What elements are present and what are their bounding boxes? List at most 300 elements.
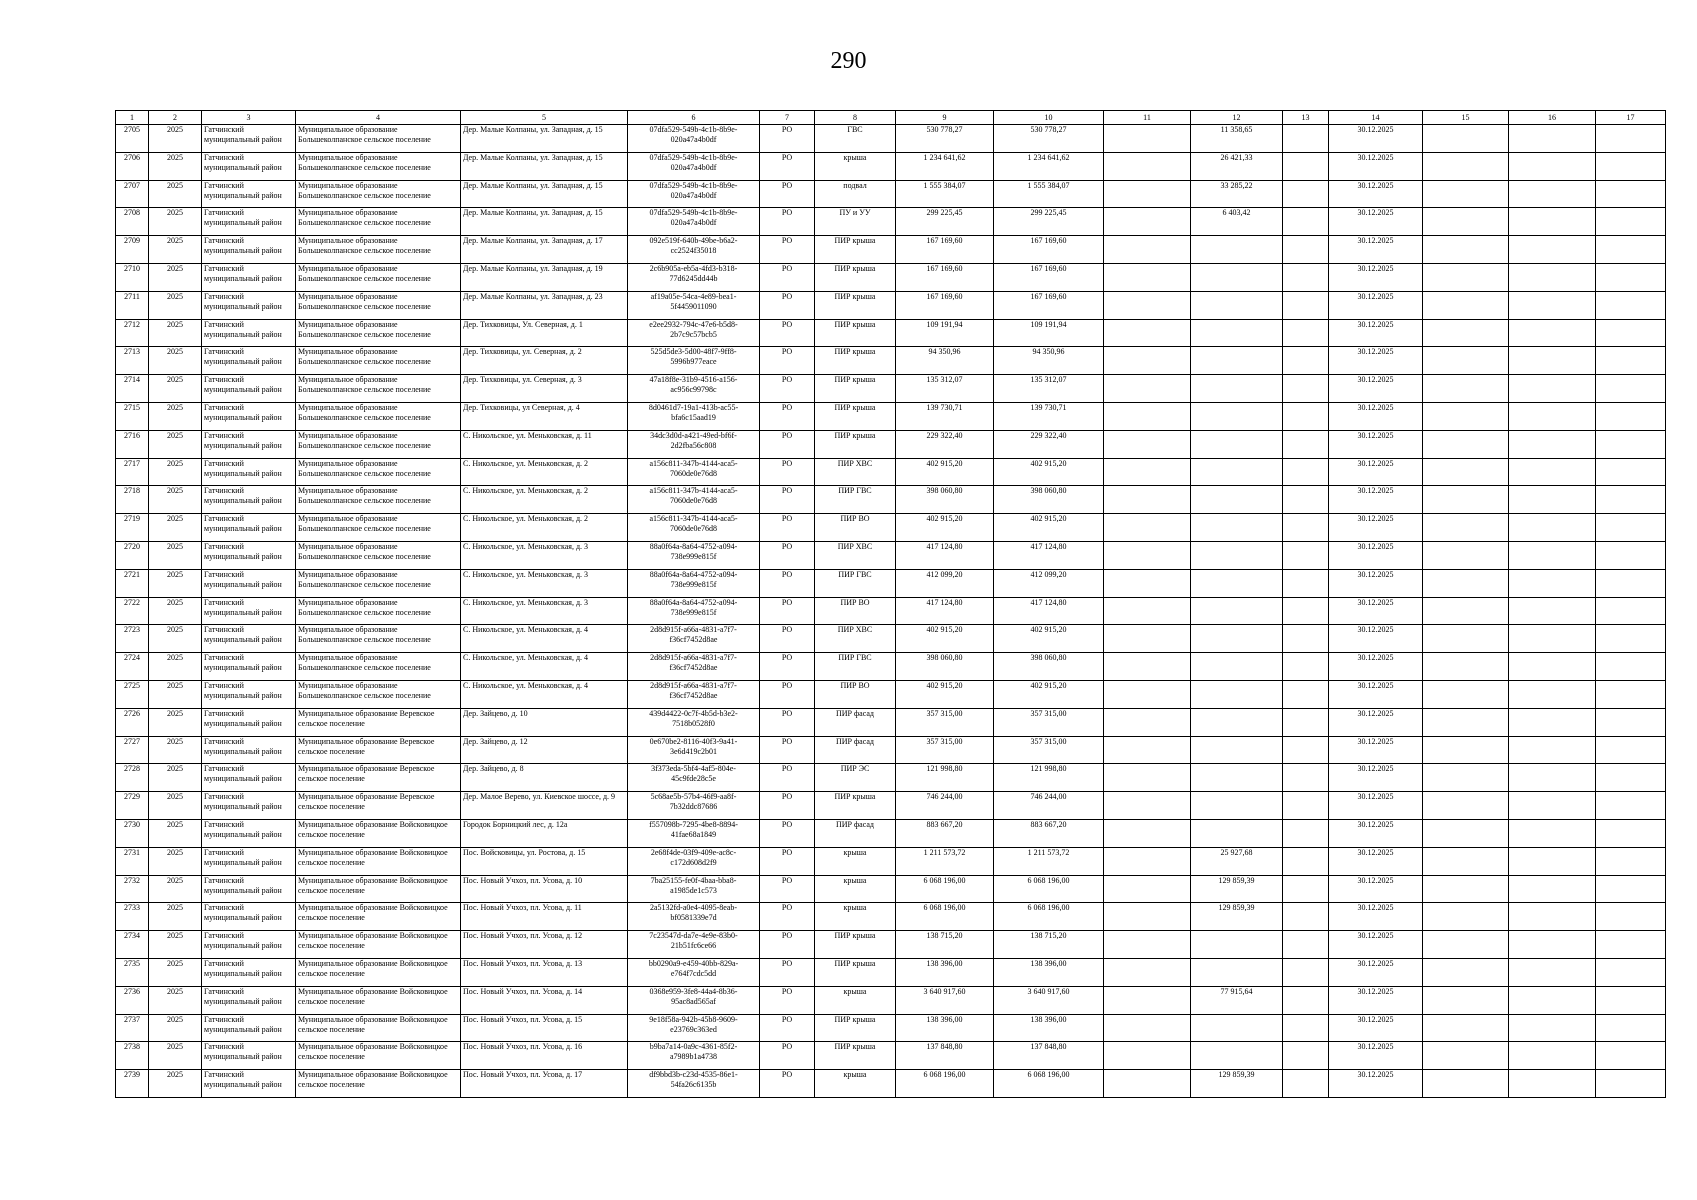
cell-cost-total: 402 915,20 [896, 514, 994, 542]
cell-address: Дер. Малые Колпаны, ул. Западная, д. 19 [461, 263, 628, 291]
cell-col-13 [1283, 903, 1329, 931]
table-row [116, 514, 1666, 542]
cell-col-12 [1191, 514, 1283, 542]
cell-completion-date: 30.12.2025 [1329, 708, 1423, 736]
cell-year: 2025 [149, 236, 202, 264]
cell-cost-total: 138 396,00 [896, 1014, 994, 1042]
cell-house-guid: 0368e959-3fe8-44a4-8b36-95ac8ad565af [628, 986, 760, 1014]
cell-address: Дер. Малые Колпаны, ул. Западная, д. 15 [461, 125, 628, 153]
cell-col-15 [1423, 708, 1509, 736]
cell-program-type: РО [760, 236, 815, 264]
cell-cost-fund: 94 350,96 [994, 347, 1104, 375]
cell-work-type: ПИР крыша [815, 263, 896, 291]
cell-program-type: РО [760, 569, 815, 597]
cell-program-type: РО [760, 792, 815, 820]
cell-year: 2025 [149, 291, 202, 319]
cell-col-17 [1596, 931, 1666, 959]
cell-col-11 [1104, 875, 1191, 903]
cell-cost-total: 109 191,94 [896, 319, 994, 347]
cell-row-number: 2727 [116, 736, 149, 764]
cell-col-16 [1509, 597, 1596, 625]
cell-address: Пос. Новый Учхоз, пл. Усова, д. 15 [461, 1014, 628, 1042]
cell-address: С. Никольское, ул. Меньковская, д. 11 [461, 430, 628, 458]
cell-cost-fund: 229 322,40 [994, 430, 1104, 458]
cell-program-type: РО [760, 680, 815, 708]
cell-work-type: ПИР фасад [815, 708, 896, 736]
cell-year: 2025 [149, 958, 202, 986]
cell-completion-date: 30.12.2025 [1329, 541, 1423, 569]
cell-municipality: Муниципальное образование Войсковицкое сельское поселение [296, 986, 461, 1014]
cell-address: Городок Борницкий лес, д. 12а [461, 819, 628, 847]
cell-col-17 [1596, 875, 1666, 903]
cell-col-12: 26 421,33 [1191, 152, 1283, 180]
cell-col-13 [1283, 486, 1329, 514]
cell-program-type: РО [760, 152, 815, 180]
cell-program-type: РО [760, 430, 815, 458]
cell-col-17 [1596, 180, 1666, 208]
cell-cost-total: 398 060,80 [896, 486, 994, 514]
cell-address: Дер. Тихковицы, ул Северная, д. 4 [461, 402, 628, 430]
table-row [116, 903, 1666, 931]
table-row [116, 653, 1666, 681]
cell-year: 2025 [149, 764, 202, 792]
cell-cost-fund: 746 244,00 [994, 792, 1104, 820]
cell-municipality: Муниципальное образование Большеколпанское сельское поселение [296, 680, 461, 708]
cell-row-number: 2723 [116, 625, 149, 653]
cell-year: 2025 [149, 375, 202, 403]
cell-cost-total: 417 124,80 [896, 541, 994, 569]
cell-district: Гатчинский муниципальный район [202, 708, 296, 736]
cell-house-guid: f557098b-7295-4be8-8894-41fae68a1849 [628, 819, 760, 847]
cell-municipality: Муниципальное образование Большеколпанское сельское поселение [296, 430, 461, 458]
column-header-4: 4 [296, 111, 461, 125]
cell-municipality: Муниципальное образование Войсковицкое сельское поселение [296, 847, 461, 875]
cell-cost-fund: 1 211 573,72 [994, 847, 1104, 875]
cell-program-type: РО [760, 708, 815, 736]
cell-work-type: ПИР фасад [815, 736, 896, 764]
cell-col-15 [1423, 736, 1509, 764]
cell-cost-total: 167 169,60 [896, 291, 994, 319]
cell-address: Пос. Новый Учхоз, пл. Усова, д. 10 [461, 875, 628, 903]
cell-house-guid: 2c6b905a-eb5a-4fd3-b318-77d6245dd44b [628, 263, 760, 291]
cell-col-13 [1283, 125, 1329, 153]
cell-program-type: РО [760, 903, 815, 931]
cell-col-16 [1509, 736, 1596, 764]
cell-col-11 [1104, 430, 1191, 458]
cell-district: Гатчинский муниципальный район [202, 597, 296, 625]
cell-col-13 [1283, 180, 1329, 208]
cell-program-type: РО [760, 375, 815, 403]
cell-work-type: крыша [815, 903, 896, 931]
cell-col-13 [1283, 986, 1329, 1014]
cell-col-13 [1283, 208, 1329, 236]
cell-program-type: РО [760, 125, 815, 153]
cell-program-type: РО [760, 486, 815, 514]
cell-row-number: 2712 [116, 319, 149, 347]
cell-district: Гатчинский муниципальный район [202, 291, 296, 319]
cell-cost-fund: 1 234 641,62 [994, 152, 1104, 180]
cell-col-17 [1596, 347, 1666, 375]
cell-completion-date: 30.12.2025 [1329, 291, 1423, 319]
cell-completion-date: 30.12.2025 [1329, 1042, 1423, 1070]
table-body [116, 125, 1666, 1098]
cell-address: Пос. Новый Учхоз, пл. Усова, д. 17 [461, 1070, 628, 1098]
table-row [116, 680, 1666, 708]
cell-col-17 [1596, 514, 1666, 542]
cell-district: Гатчинский муниципальный район [202, 875, 296, 903]
cell-col-15 [1423, 375, 1509, 403]
cell-col-17 [1596, 653, 1666, 681]
cell-cost-fund: 417 124,80 [994, 541, 1104, 569]
cell-cost-fund: 139 730,71 [994, 402, 1104, 430]
cell-work-type: крыша [815, 152, 896, 180]
cell-district: Гатчинский муниципальный район [202, 180, 296, 208]
table-row [116, 152, 1666, 180]
cell-col-12 [1191, 458, 1283, 486]
cell-program-type: РО [760, 402, 815, 430]
cell-col-11 [1104, 847, 1191, 875]
cell-year: 2025 [149, 931, 202, 959]
cell-cost-fund: 398 060,80 [994, 486, 1104, 514]
cell-col-16 [1509, 764, 1596, 792]
table-row [116, 236, 1666, 264]
cell-col-12: 129 859,39 [1191, 875, 1283, 903]
cell-work-type: ПИР крыша [815, 430, 896, 458]
cell-col-13 [1283, 819, 1329, 847]
cell-col-16 [1509, 903, 1596, 931]
cell-completion-date: 30.12.2025 [1329, 319, 1423, 347]
cell-address: Пос. Новый Учхоз, пл. Усова, д. 13 [461, 958, 628, 986]
cell-address: Пос. Новый Учхоз, пл. Усова, д. 16 [461, 1042, 628, 1070]
cell-col-13 [1283, 569, 1329, 597]
cell-completion-date: 30.12.2025 [1329, 931, 1423, 959]
cell-year: 2025 [149, 708, 202, 736]
cell-col-13 [1283, 792, 1329, 820]
cell-district: Гатчинский муниципальный район [202, 1070, 296, 1098]
cell-address: Дер. Малое Верево, ул. Киевское шоссе, д. 9 [461, 792, 628, 820]
cell-program-type: РО [760, 653, 815, 681]
cell-col-17 [1596, 597, 1666, 625]
cell-col-13 [1283, 263, 1329, 291]
cell-col-17 [1596, 291, 1666, 319]
cell-cost-fund: 167 169,60 [994, 291, 1104, 319]
cell-col-12 [1191, 792, 1283, 820]
cell-house-guid: df9bbd3b-c23d-4535-86e1-54fa26c6135b [628, 1070, 760, 1098]
cell-municipality: Муниципальное образование Большеколпанское сельское поселение [296, 458, 461, 486]
cell-completion-date: 30.12.2025 [1329, 486, 1423, 514]
column-header-17: 17 [1596, 111, 1666, 125]
cell-program-type: РО [760, 208, 815, 236]
cell-municipality: Муниципальное образование Большеколпанское сельское поселение [296, 291, 461, 319]
cell-row-number: 2739 [116, 1070, 149, 1098]
cell-work-type: ПИР ГВС [815, 569, 896, 597]
cell-work-type: ПИР крыша [815, 347, 896, 375]
cell-work-type: крыша [815, 875, 896, 903]
cell-house-guid: 88a0f64a-8a64-4752-a094-738e999e815f [628, 569, 760, 597]
cell-address: Дер. Тихковицы, Ул. Северная, д. 1 [461, 319, 628, 347]
cell-cost-total: 357 315,00 [896, 708, 994, 736]
cell-municipality: Муниципальное образование Большеколпанское сельское поселение [296, 569, 461, 597]
cell-year: 2025 [149, 597, 202, 625]
cell-col-17 [1596, 1042, 1666, 1070]
cell-work-type: ПИР ХВС [815, 458, 896, 486]
cell-col-16 [1509, 875, 1596, 903]
cell-municipality: Муниципальное образование Большеколпанское сельское поселение [296, 375, 461, 403]
cell-col-15 [1423, 263, 1509, 291]
cell-col-15 [1423, 541, 1509, 569]
cell-col-15 [1423, 653, 1509, 681]
cell-row-number: 2719 [116, 514, 149, 542]
cell-address: С. Никольское, ул. Меньковская, д. 4 [461, 653, 628, 681]
cell-address: С. Никольское, ул. Меньковская, д. 3 [461, 597, 628, 625]
cell-completion-date: 30.12.2025 [1329, 847, 1423, 875]
header-row [116, 111, 1666, 125]
cell-col-13 [1283, 764, 1329, 792]
cell-col-11 [1104, 1042, 1191, 1070]
cell-cost-fund: 357 315,00 [994, 708, 1104, 736]
cell-cost-total: 417 124,80 [896, 597, 994, 625]
cell-col-11 [1104, 541, 1191, 569]
cell-district: Гатчинский муниципальный район [202, 1042, 296, 1070]
cell-col-12 [1191, 625, 1283, 653]
cell-col-16 [1509, 402, 1596, 430]
cell-col-15 [1423, 1070, 1509, 1098]
cell-row-number: 2729 [116, 792, 149, 820]
table-row [116, 375, 1666, 403]
cell-completion-date: 30.12.2025 [1329, 514, 1423, 542]
cell-row-number: 2734 [116, 931, 149, 959]
cell-col-12 [1191, 1014, 1283, 1042]
table-row [116, 291, 1666, 319]
cell-col-13 [1283, 680, 1329, 708]
cell-municipality: Муниципальное образование Войсковицкое сельское поселение [296, 903, 461, 931]
cell-col-17 [1596, 903, 1666, 931]
cell-col-13 [1283, 958, 1329, 986]
cell-col-12 [1191, 708, 1283, 736]
cell-row-number: 2711 [116, 291, 149, 319]
cell-district: Гатчинский муниципальный район [202, 541, 296, 569]
cell-address: Дер. Зайцево, д. 8 [461, 764, 628, 792]
cell-col-15 [1423, 125, 1509, 153]
table-row [116, 458, 1666, 486]
cell-col-11 [1104, 736, 1191, 764]
cell-cost-fund: 6 068 196,00 [994, 903, 1104, 931]
cell-col-13 [1283, 1042, 1329, 1070]
cell-work-type: ПИР крыша [815, 792, 896, 820]
cell-work-type: крыша [815, 986, 896, 1014]
cell-work-type: ПИР крыша [815, 319, 896, 347]
table-row [116, 792, 1666, 820]
cell-col-11 [1104, 208, 1191, 236]
cell-district: Гатчинский муниципальный район [202, 263, 296, 291]
cell-municipality: Муниципальное образование Большеколпанское сельское поселение [296, 597, 461, 625]
cell-row-number: 2737 [116, 1014, 149, 1042]
cell-municipality: Муниципальное образование Большеколпанское сельское поселение [296, 236, 461, 264]
cell-col-13 [1283, 430, 1329, 458]
cell-house-guid: 9e18f58a-942b-45b8-9609-e23769c363ed [628, 1014, 760, 1042]
cell-row-number: 2725 [116, 680, 149, 708]
cell-house-guid: b9ba7a14-0a9c-4361-85f2-a7989b1a4738 [628, 1042, 760, 1070]
cell-year: 2025 [149, 903, 202, 931]
cell-cost-total: 357 315,00 [896, 736, 994, 764]
cell-col-12 [1191, 653, 1283, 681]
cell-col-13 [1283, 847, 1329, 875]
table-row [116, 402, 1666, 430]
cell-municipality: Муниципальное образование Большеколпанское сельское поселение [296, 486, 461, 514]
column-header-3: 3 [202, 111, 296, 125]
cell-completion-date: 30.12.2025 [1329, 653, 1423, 681]
table-row [116, 541, 1666, 569]
cell-program-type: РО [760, 1070, 815, 1098]
cell-row-number: 2722 [116, 597, 149, 625]
cell-col-17 [1596, 847, 1666, 875]
table-row [116, 931, 1666, 959]
cell-col-16 [1509, 847, 1596, 875]
cell-col-11 [1104, 653, 1191, 681]
cell-cost-total: 6 068 196,00 [896, 875, 994, 903]
cell-col-11 [1104, 792, 1191, 820]
cell-col-12 [1191, 486, 1283, 514]
cell-completion-date: 30.12.2025 [1329, 625, 1423, 653]
cell-cost-fund: 402 915,20 [994, 680, 1104, 708]
cell-col-17 [1596, 569, 1666, 597]
cell-col-12: 33 285,22 [1191, 180, 1283, 208]
cell-col-15 [1423, 680, 1509, 708]
cell-col-15 [1423, 430, 1509, 458]
table-row [116, 625, 1666, 653]
cell-row-number: 2724 [116, 653, 149, 681]
cell-house-guid: af19a05e-54ca-4e89-bea1-5f4459011090 [628, 291, 760, 319]
cell-house-guid: 0e670be2-8116-40f3-9a41-3e6d419c2b01 [628, 736, 760, 764]
cell-house-guid: 3f373eda-5bf4-4af5-804e-45c9fde28c5e [628, 764, 760, 792]
cell-col-16 [1509, 958, 1596, 986]
cell-col-15 [1423, 180, 1509, 208]
cell-completion-date: 30.12.2025 [1329, 736, 1423, 764]
cell-col-17 [1596, 1014, 1666, 1042]
cell-row-number: 2726 [116, 708, 149, 736]
cell-municipality: Муниципальное образование Войсковицкое сельское поселение [296, 1042, 461, 1070]
cell-municipality: Муниципальное образование Большеколпанское сельское поселение [296, 208, 461, 236]
cell-district: Гатчинский муниципальный район [202, 347, 296, 375]
cell-col-12 [1191, 764, 1283, 792]
table-row [116, 1042, 1666, 1070]
cell-house-guid: 5c68ae5b-57b4-46f9-aa8f-7b32ddc87686 [628, 792, 760, 820]
cell-col-12: 129 859,39 [1191, 1070, 1283, 1098]
cell-col-17 [1596, 152, 1666, 180]
cell-year: 2025 [149, 347, 202, 375]
cell-completion-date: 30.12.2025 [1329, 375, 1423, 403]
cell-cost-fund: 417 124,80 [994, 597, 1104, 625]
cell-district: Гатчинский муниципальный район [202, 986, 296, 1014]
cell-col-12: 77 915,64 [1191, 986, 1283, 1014]
cell-col-12 [1191, 236, 1283, 264]
cell-program-type: РО [760, 931, 815, 959]
cell-col-11 [1104, 958, 1191, 986]
cell-cost-total: 746 244,00 [896, 792, 994, 820]
cell-address: Дер. Малые Колпаны, ул. Западная, д. 15 [461, 180, 628, 208]
cell-col-11 [1104, 680, 1191, 708]
cell-municipality: Муниципальное образование Большеколпанское сельское поселение [296, 514, 461, 542]
cell-municipality: Муниципальное образование Большеколпанское сельское поселение [296, 152, 461, 180]
cell-col-16 [1509, 931, 1596, 959]
cell-col-17 [1596, 958, 1666, 986]
cell-col-12 [1191, 931, 1283, 959]
cell-row-number: 2708 [116, 208, 149, 236]
cell-cost-total: 530 778,27 [896, 125, 994, 153]
cell-district: Гатчинский муниципальный район [202, 458, 296, 486]
cell-row-number: 2714 [116, 375, 149, 403]
cell-col-15 [1423, 625, 1509, 653]
cell-col-16 [1509, 319, 1596, 347]
cell-cost-fund: 6 068 196,00 [994, 1070, 1104, 1098]
column-header-15: 15 [1423, 111, 1509, 125]
cell-municipality: Муниципальное образование Большеколпанское сельское поселение [296, 625, 461, 653]
cell-house-guid: e2ee2932-794c-47e6-b5d8-2b7c9c57bcb5 [628, 319, 760, 347]
cell-col-16 [1509, 1042, 1596, 1070]
cell-cost-total: 94 350,96 [896, 347, 994, 375]
cell-year: 2025 [149, 458, 202, 486]
cell-year: 2025 [149, 875, 202, 903]
cell-col-17 [1596, 236, 1666, 264]
cell-address: С. Никольское, ул. Меньковская, д. 3 [461, 541, 628, 569]
cell-completion-date: 30.12.2025 [1329, 958, 1423, 986]
cell-year: 2025 [149, 541, 202, 569]
cell-cost-total: 139 730,71 [896, 402, 994, 430]
cell-row-number: 2716 [116, 430, 149, 458]
cell-house-guid: 47a18f8e-31b9-4516-a156-ac956c99798c [628, 375, 760, 403]
table-row [116, 986, 1666, 1014]
column-header-9: 9 [896, 111, 994, 125]
cell-district: Гатчинский муниципальный район [202, 1014, 296, 1042]
cell-house-guid: 2e68f4de-03f9-409e-ac8c-c172d608d2f9 [628, 847, 760, 875]
column-header-12: 12 [1191, 111, 1283, 125]
cell-col-17 [1596, 125, 1666, 153]
cell-year: 2025 [149, 263, 202, 291]
cell-col-13 [1283, 736, 1329, 764]
cell-col-13 [1283, 375, 1329, 403]
cell-cost-fund: 402 915,20 [994, 458, 1104, 486]
cell-year: 2025 [149, 680, 202, 708]
table-row [116, 263, 1666, 291]
cell-col-11 [1104, 931, 1191, 959]
cell-district: Гатчинский муниципальный район [202, 125, 296, 153]
cell-district: Гатчинский муниципальный район [202, 819, 296, 847]
cell-cost-total: 135 312,07 [896, 375, 994, 403]
cell-house-guid: 07dfa529-549b-4c1b-8b9e-020a47a4b0df [628, 208, 760, 236]
cell-cost-total: 167 169,60 [896, 263, 994, 291]
cell-row-number: 2736 [116, 986, 149, 1014]
cell-row-number: 2710 [116, 263, 149, 291]
cell-program-type: РО [760, 986, 815, 1014]
cell-col-17 [1596, 792, 1666, 820]
cell-district: Гатчинский муниципальный район [202, 736, 296, 764]
cell-col-12 [1191, 319, 1283, 347]
cell-col-13 [1283, 541, 1329, 569]
cell-program-type: РО [760, 625, 815, 653]
cell-work-type: ПИР ХВС [815, 625, 896, 653]
cell-col-16 [1509, 819, 1596, 847]
cell-district: Гатчинский муниципальный район [202, 236, 296, 264]
cell-municipality: Муниципальное образование Большеколпанское сельское поселение [296, 180, 461, 208]
cell-address: Дер. Малые Колпаны, ул. Западная, д. 15 [461, 152, 628, 180]
cell-cost-fund: 530 778,27 [994, 125, 1104, 153]
cell-col-15 [1423, 903, 1509, 931]
cell-row-number: 2705 [116, 125, 149, 153]
table-row [116, 847, 1666, 875]
cell-work-type: ПИР крыша [815, 958, 896, 986]
cell-col-13 [1283, 653, 1329, 681]
cell-col-13 [1283, 347, 1329, 375]
